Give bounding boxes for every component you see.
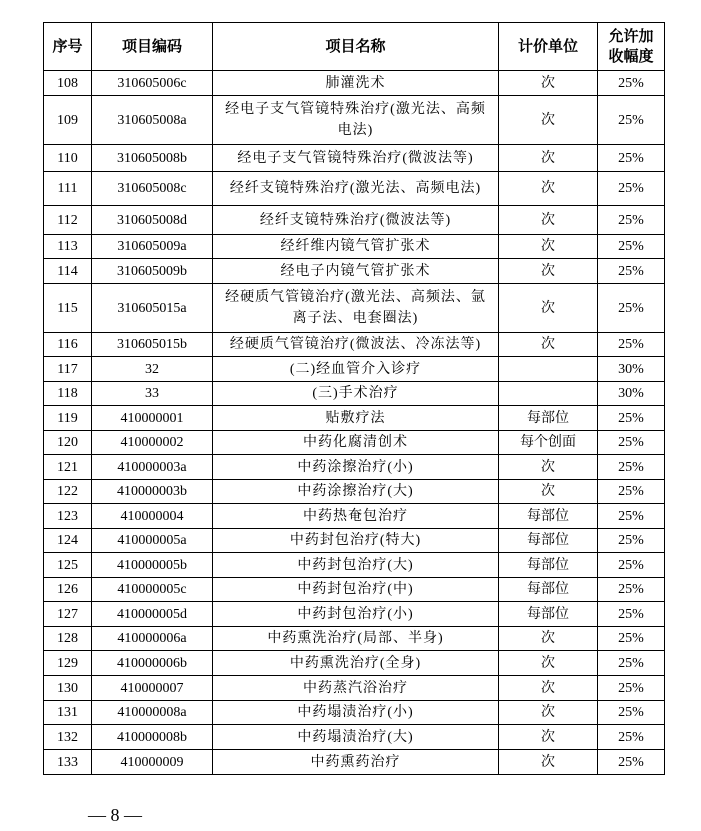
surcharge-rate-cell: 25% [598,431,665,455]
pricing-unit-cell: 次 [499,455,598,480]
surcharge-rate-cell: 25% [598,71,665,96]
surcharge-rate-cell: 25% [598,284,665,333]
header-pricing-unit: 计价单位 [499,23,598,71]
item-name-cell: 经纤支镜特殊治疗(微波法等) [213,206,499,235]
row-number-cell: 111 [44,172,92,206]
pricing-unit-cell: 次 [499,651,598,676]
table-row [44,701,665,725]
item-code-cell: 310605015b [92,333,213,357]
pricing-unit-cell: 次 [499,701,598,725]
row-number-cell: 118 [44,382,92,406]
item-name-cell: 中药热奄包治疗 [213,504,499,529]
surcharge-rate-cell: 25% [598,750,665,775]
row-number-cell: 130 [44,676,92,701]
item-name-cell: 中药蒸汽浴治疗 [213,676,499,701]
row-number-cell: 129 [44,651,92,676]
pricing-unit-cell: 次 [499,284,598,333]
item-name-cell: 经硬质气管镜治疗(激光法、高频法、氩离子法、电套圈法) [213,284,499,333]
pricing-unit-cell: 次 [499,676,598,701]
item-name-cell: (三)手术治疗 [213,382,499,406]
page-number: — 8 — [88,805,142,825]
item-code-cell: 310605009b [92,259,213,284]
item-name-cell: 中药封包治疗(小) [213,602,499,627]
table-body [44,71,665,775]
table-row [44,357,665,382]
surcharge-rate-cell: 25% [598,627,665,651]
surcharge-rate-cell: 25% [598,455,665,480]
table-header [44,23,665,71]
row-number-cell: 116 [44,333,92,357]
item-code-cell: 32 [92,357,213,382]
item-code-cell: 410000007 [92,676,213,701]
item-code-cell: 410000008b [92,725,213,750]
surcharge-rate-cell: 25% [598,235,665,259]
table-row [44,172,665,206]
item-name-cell: 经纤维内镜气管扩张术 [213,235,499,259]
table-row [44,578,665,602]
table-row [44,284,665,333]
surcharge-rate-cell: 25% [598,651,665,676]
header-item-code: 项目编码 [92,23,213,71]
item-code-cell: 410000003a [92,455,213,480]
surcharge-rate-cell: 30% [598,357,665,382]
surcharge-rate-cell: 25% [598,406,665,431]
table-row [44,553,665,578]
row-number-cell: 108 [44,71,92,96]
surcharge-rate-cell: 25% [598,725,665,750]
row-number-cell: 119 [44,406,92,431]
item-code-cell: 410000004 [92,504,213,529]
item-name-cell: 中药塌渍治疗(大) [213,725,499,750]
pricing-unit-cell [499,357,598,382]
table-row [44,235,665,259]
row-number-cell: 131 [44,701,92,725]
item-code-cell: 310605015a [92,284,213,333]
surcharge-rate-cell: 25% [598,333,665,357]
pricing-unit-cell: 次 [499,96,598,145]
header-surcharge-rate: 允许加收幅度 [598,23,665,71]
pricing-unit-cell: 次 [499,480,598,504]
item-name-cell: 肺灌洗术 [213,71,499,96]
row-number-cell: 125 [44,553,92,578]
row-number-cell: 121 [44,455,92,480]
pricing-unit-cell: 次 [499,71,598,96]
item-code-cell: 310605008c [92,172,213,206]
item-name-cell: 中药涂擦治疗(小) [213,455,499,480]
pricing-unit-cell: 次 [499,235,598,259]
item-name-cell: 中药化腐清创术 [213,431,499,455]
pricing-unit-cell: 每个创面 [499,431,598,455]
item-name-cell: 经电子内镜气管扩张术 [213,259,499,284]
surcharge-rate-cell: 25% [598,553,665,578]
item-code-cell: 310605008b [92,145,213,172]
row-number-cell: 110 [44,145,92,172]
item-code-cell: 410000005d [92,602,213,627]
item-name-cell: 经纤支镜特殊治疗(激光法、高频电法) [213,172,499,206]
header-row-number: 序号 [44,23,92,71]
table-row [44,480,665,504]
item-name-cell: 中药涂擦治疗(大) [213,480,499,504]
row-number-cell: 124 [44,529,92,553]
item-code-cell: 310605008a [92,96,213,145]
item-name-cell: 经电子支气管镜特殊治疗(激光法、高频电法) [213,96,499,145]
table-row [44,382,665,406]
item-name-cell: 中药封包治疗(大) [213,553,499,578]
table-row [44,71,665,96]
table-row [44,627,665,651]
table-row [44,602,665,627]
table-row [44,676,665,701]
item-code-cell: 410000006a [92,627,213,651]
surcharge-rate-cell: 25% [598,206,665,235]
table-row [44,455,665,480]
pricing-unit-cell: 每部位 [499,578,598,602]
item-code-cell: 310605006c [92,71,213,96]
pricing-unit-cell: 次 [499,259,598,284]
item-name-cell: 中药封包治疗(特大) [213,529,499,553]
item-code-cell: 410000002 [92,431,213,455]
row-number-cell: 115 [44,284,92,333]
surcharge-rate-cell: 25% [598,480,665,504]
surcharge-rate-cell: 25% [598,701,665,725]
surcharge-rate-cell: 25% [598,172,665,206]
item-code-cell: 410000005b [92,553,213,578]
item-code-cell: 410000008a [92,701,213,725]
pricing-unit-cell: 次 [499,725,598,750]
item-code-cell: 410000006b [92,651,213,676]
pricing-unit-cell: 每部位 [499,529,598,553]
item-name-cell: 贴敷疗法 [213,406,499,431]
surcharge-rate-cell: 25% [598,602,665,627]
row-number-cell: 114 [44,259,92,284]
table-row [44,259,665,284]
item-code-cell: 410000001 [92,406,213,431]
pricing-unit-cell: 次 [499,145,598,172]
pricing-unit-cell: 次 [499,333,598,357]
row-number-cell: 122 [44,480,92,504]
table-row [44,504,665,529]
table-row [44,406,665,431]
row-number-cell: 109 [44,96,92,145]
item-code-cell: 33 [92,382,213,406]
item-name-cell: 经硬质气管镜治疗(微波法、冷冻法等) [213,333,499,357]
row-number-cell: 128 [44,627,92,651]
item-name-cell: 中药熏药治疗 [213,750,499,775]
surcharge-rate-cell: 25% [598,259,665,284]
item-code-cell: 410000003b [92,480,213,504]
pricing-unit-cell [499,382,598,406]
pricing-unit-cell: 每部位 [499,406,598,431]
item-name-cell: 中药封包治疗(中) [213,578,499,602]
pricing-unit-cell: 每部位 [499,553,598,578]
surcharge-rate-cell: 30% [598,382,665,406]
pricing-unit-cell: 每部位 [499,504,598,529]
table-row [44,145,665,172]
table-row [44,725,665,750]
item-name-cell: 中药熏洗治疗(局部、半身) [213,627,499,651]
item-code-cell: 410000005c [92,578,213,602]
table-row [44,750,665,775]
row-number-cell: 120 [44,431,92,455]
pricing-unit-cell: 次 [499,627,598,651]
table-row [44,529,665,553]
pricing-table [43,22,665,775]
row-number-cell: 123 [44,504,92,529]
table-row [44,651,665,676]
surcharge-rate-cell: 25% [598,145,665,172]
pricing-unit-cell: 次 [499,206,598,235]
item-code-cell: 410000009 [92,750,213,775]
surcharge-rate-cell: 25% [598,96,665,145]
table-row [44,431,665,455]
header-row [44,23,665,71]
item-name-cell: 经电子支气管镜特殊治疗(微波法等) [213,145,499,172]
item-name-cell: 中药熏洗治疗(全身) [213,651,499,676]
row-number-cell: 132 [44,725,92,750]
row-number-cell: 113 [44,235,92,259]
table-row [44,333,665,357]
item-code-cell: 310605008d [92,206,213,235]
pricing-unit-cell: 次 [499,750,598,775]
surcharge-rate-cell: 25% [598,529,665,553]
row-number-cell: 127 [44,602,92,627]
surcharge-rate-cell: 25% [598,504,665,529]
item-name-cell: 中药塌渍治疗(小) [213,701,499,725]
row-number-cell: 126 [44,578,92,602]
pricing-unit-cell: 次 [499,172,598,206]
pricing-unit-cell: 每部位 [499,602,598,627]
row-number-cell: 117 [44,357,92,382]
row-number-cell: 112 [44,206,92,235]
item-code-cell: 410000005a [92,529,213,553]
table-row [44,96,665,145]
surcharge-rate-cell: 25% [598,676,665,701]
header-item-name: 项目名称 [213,23,499,71]
item-name-cell: (二)经血管介入诊疗 [213,357,499,382]
surcharge-rate-cell: 25% [598,578,665,602]
row-number-cell: 133 [44,750,92,775]
item-code-cell: 310605009a [92,235,213,259]
table-row [44,206,665,235]
